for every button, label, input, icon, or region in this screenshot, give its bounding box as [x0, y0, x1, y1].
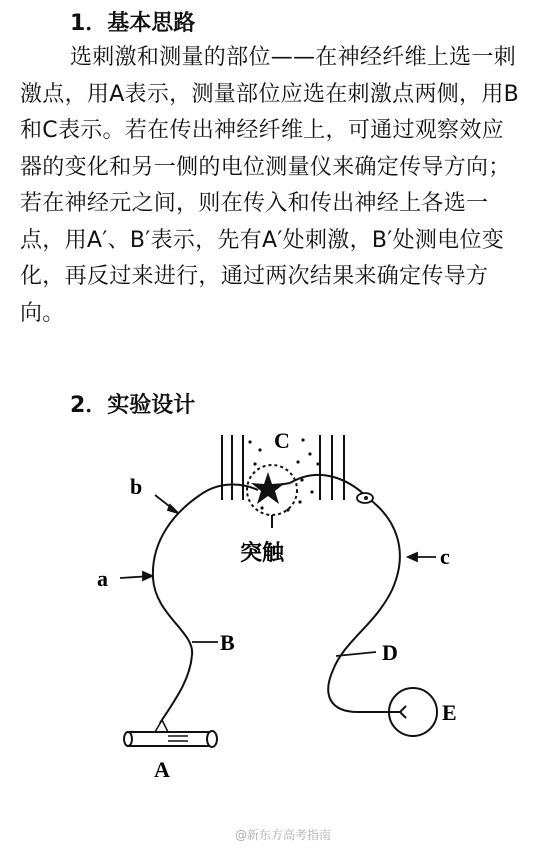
receptor-A [124, 720, 217, 747]
reflex-arc-diagram [0, 420, 540, 820]
effector-ending [400, 706, 406, 718]
label-synapse: 突触 [240, 541, 285, 566]
label-b: b [130, 474, 143, 499]
label-B: B [220, 630, 235, 655]
label-C: C [274, 428, 290, 453]
label-c: c [440, 544, 450, 569]
watermark: @新东方高考指南 [235, 828, 332, 842]
reflex-arc-nerve-path [153, 475, 400, 723]
stimulus-star [251, 472, 285, 504]
section-1-paragraph: 选刺激和测量的部位——在神经纤维上选一刺激点，用A表示，测量部位应选在刺激点两侧，用B和C表示。若在传出神经纤维上，可通过观察效应器的变化和另一侧的电位测量仪来确定传导方向；若在神经元之间，则在传入和传出神经上各选一点，用A′、B′表示，先有A′处刺激，B′处测电位变化，再反过来进行，通过两次结果来确定传导方向。 [20, 45, 520, 326]
label-A: A [154, 757, 170, 782]
label-D: D [382, 640, 398, 665]
label-a: a [97, 566, 108, 591]
section-2-heading: 2．实验设计 [70, 393, 196, 418]
section-1-heading: 1．基本思路 [70, 11, 196, 36]
label-E: E [442, 700, 457, 725]
